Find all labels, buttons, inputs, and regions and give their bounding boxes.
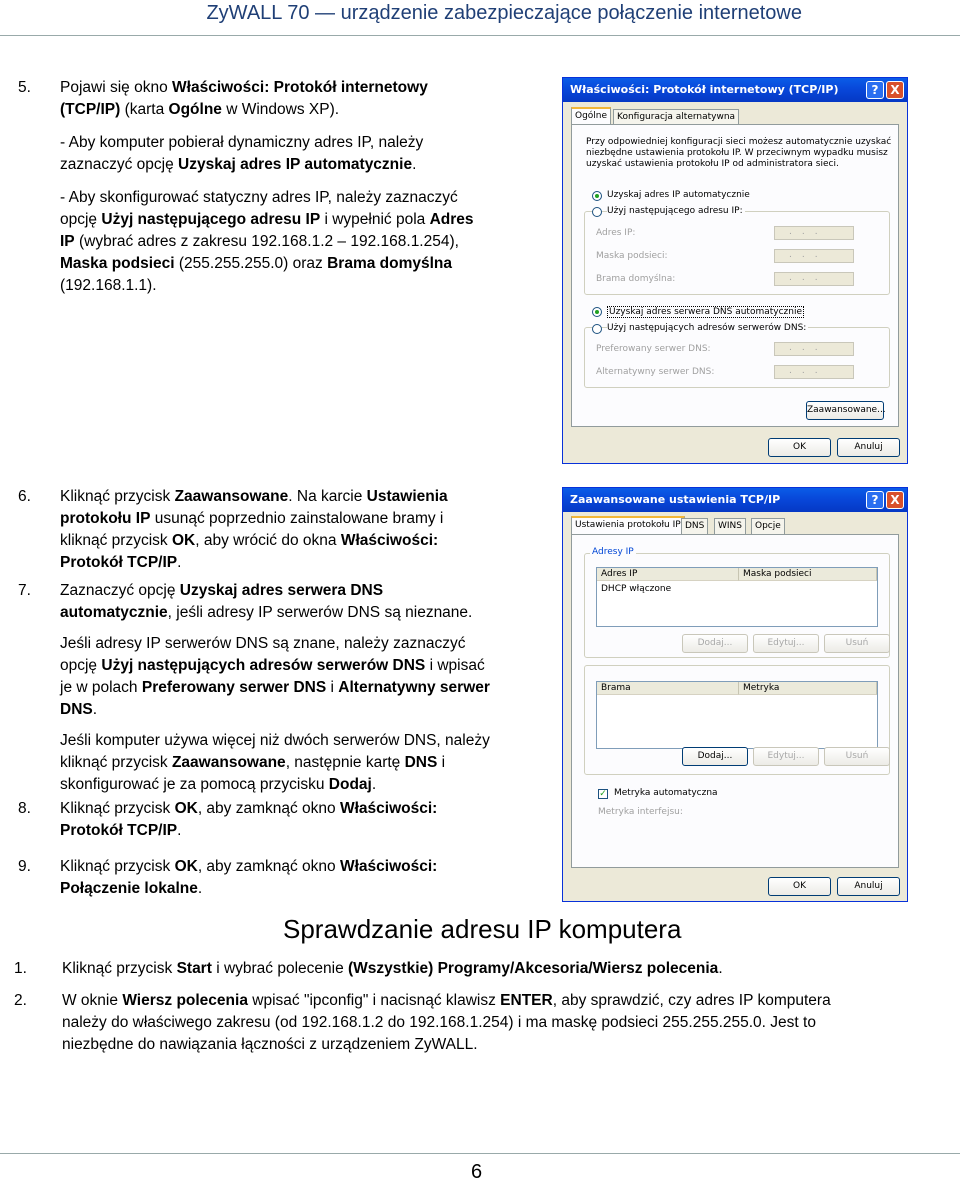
description-line-2: niezbędne ustawienia protokołu IP. W przeciwnym wypadku musisz xyxy=(586,148,888,158)
default-gateway-field[interactable]: ... xyxy=(774,272,854,286)
radio-auto-ip[interactable] xyxy=(592,191,602,201)
gateways-list[interactable] xyxy=(596,681,878,749)
radio-auto-ip-label[interactable]: Uzyskaj adres IP automatycznie xyxy=(607,190,750,200)
cancel-button[interactable]: Anuluj xyxy=(837,438,900,457)
column-subnet-mask[interactable]: Maska podsieci xyxy=(739,568,877,581)
dialog-title-bar xyxy=(563,488,907,512)
item-1-number: 1. xyxy=(14,960,27,977)
ip-addresses-group-label: Adresy IP xyxy=(592,547,634,557)
edit-ip-button[interactable]: Edytuj... xyxy=(753,634,819,653)
radio-manual-dns-label[interactable]: Użyj następujących adresów serwerów DNS: xyxy=(607,323,807,333)
advanced-tcpip-dialog xyxy=(562,487,908,902)
alternate-dns-field[interactable]: ... xyxy=(774,365,854,379)
step-7-text: Zaznaczyć opcję Uzyskaj adres serwera DNS automatycznie, jeśli adresy IP serwerów DNS są nieznane. Jeśli adresy IP serwerów DNS są znane, należy zaznaczyć opcję Użyj następujących adresów serwerów DNS i wpisać je w polach Preferowany serwer DNS i Alternatywny serwer DNS. Jeśli komputer używa więcej niż dwóch serwerów DNS, należy kliknąć przycisk Zaawansowane, następnie kartę DNS i skonfigurować je za pomocą przycisku Dodaj. xyxy=(60,582,490,793)
description-line-3: uzyskać ustawienia protokołu IP od administratora sieci. xyxy=(586,159,839,169)
add-gateway-button[interactable]: Dodaj... xyxy=(682,747,748,766)
remove-gateway-button[interactable]: Usuń xyxy=(824,747,890,766)
column-gateway[interactable]: Brama xyxy=(597,682,739,695)
subnet-mask-label: Maska podsieci: xyxy=(596,251,668,261)
tab-wins[interactable]: WINS xyxy=(714,518,746,534)
item-2-text: W oknie Wiersz polecenia wpisać "ipconfig" i nacisnąć klawisz ENTER, aby sprawdzić, czy adres IP komputera należy do właściwego zakresu (od 192.168.1.2 do 192.168.1.254) i ma maskę podsieci 255.255.255.0. Jest to niezbędne do nawiązania łączności z urządzeniem ZyWALL. xyxy=(62,992,831,1053)
close-button[interactable]: X xyxy=(886,81,904,99)
radio-manual-ip-label[interactable]: Użyj następującego adresu IP: xyxy=(607,206,743,216)
radio-auto-dns[interactable] xyxy=(592,307,602,317)
description-line-1: Przy odpowiedniej konfiguracji sieci możesz automatycznie uzyskać xyxy=(586,137,892,147)
tab-alternate-config[interactable]: Konfiguracja alternatywna xyxy=(613,109,739,125)
dialog-title: Zaawansowane ustawienia TCP/IP xyxy=(570,493,781,506)
step-5-text: Pojawi się okno Właściwości: Protokół internetowy (TCP/IP) (karta Ogólne w Windows XP). - Aby komputer pobierał dynamiczny adres IP, należy zaznaczyć opcję Uzyskaj adres IP automatycznie. - Aby skonfigurować statyczny adres IP, należy zaznaczyć opcję Użyj następującego adresu IP i wypełnić pola Adres IP (wybrać adres z zakresu 192.168.1.2 – 192.168.1.254), Maska podsieci (255.255.255.0) oraz Brama domyślna (192.168.1.1). xyxy=(60,79,474,294)
interface-metric-label: Metryka interfejsu: xyxy=(598,807,683,817)
alternate-dns-label: Alternatywny serwer DNS: xyxy=(596,367,715,377)
preferred-dns-label: Preferowany serwer DNS: xyxy=(596,344,711,354)
tcpip-properties-dialog xyxy=(562,77,908,464)
step-6-text: Kliknąć przycisk Zaawansowane. Na karcie Ustawienia protokołu IP usunąć poprzednio zainstalowane bramy i kliknąć przycisk OK, aby wrócić do okna Właściwości: Protokół TCP/IP. xyxy=(60,488,448,571)
remove-ip-button[interactable]: Usuń xyxy=(824,634,890,653)
ip-addresses-list[interactable] xyxy=(596,567,878,627)
tab-general[interactable]: Ogólne xyxy=(571,107,611,125)
ip-settings-panel xyxy=(571,534,899,868)
step-6-number: 6. xyxy=(18,488,31,505)
dialog-title: Właściwości: Protokół internetowy (TCP/IP) xyxy=(570,83,839,96)
item-2-number: 2. xyxy=(14,992,27,1009)
help-button[interactable]: ? xyxy=(866,491,884,509)
preferred-dns-field[interactable]: ... xyxy=(774,342,854,356)
list-item[interactable]: DHCP włączone xyxy=(601,584,672,594)
auto-metric-checkbox[interactable]: ✓ xyxy=(599,789,607,799)
subnet-mask-field[interactable]: ... xyxy=(774,249,854,263)
ok-button[interactable]: OK xyxy=(768,438,831,457)
column-ip-address[interactable]: Adres IP xyxy=(597,568,739,581)
step-9-text: Kliknąć przycisk OK, aby zamknąć okno Właściwości: Połączenie lokalne. xyxy=(60,858,438,897)
cancel-button[interactable]: Anuluj xyxy=(837,877,900,896)
radio-manual-dns[interactable] xyxy=(592,324,602,334)
ip-address-field[interactable]: ... xyxy=(774,226,854,240)
column-metric[interactable]: Metryka xyxy=(739,682,877,695)
advanced-button[interactable]: Zaawansowane... xyxy=(806,401,884,420)
add-ip-button[interactable]: Dodaj... xyxy=(682,634,748,653)
dialog-title-bar xyxy=(563,78,907,102)
section-heading: Sprawdzanie adresu IP komputera xyxy=(283,914,682,944)
step-7-number: 7. xyxy=(18,582,31,599)
header-rule xyxy=(0,35,960,36)
step-5-number: 5. xyxy=(18,79,31,96)
item-1-text: Kliknąć przycisk Start i wybrać polecenie (Wszystkie) Programy/Akcesoria/Wiersz polecenia. xyxy=(62,960,723,977)
running-header: ZyWALL 70 — urządzenie zabezpieczające połączenie internetowe xyxy=(206,2,802,24)
radio-auto-dns-label[interactable]: Uzyskaj adres serwera DNS automatycznie xyxy=(609,307,803,317)
footer-rule xyxy=(0,1153,960,1154)
ip-address-label: Adres IP: xyxy=(596,228,636,238)
tab-options[interactable]: Opcje xyxy=(751,518,785,534)
step-9-number: 9. xyxy=(18,858,31,875)
tab-ip-settings[interactable]: Ustawienia protokołu IP xyxy=(571,516,685,534)
ok-button[interactable]: OK xyxy=(768,877,831,896)
default-gateway-label: Brama domyślna: xyxy=(596,274,676,284)
tab-dns[interactable]: DNS xyxy=(681,518,708,534)
edit-gateway-button[interactable]: Edytuj... xyxy=(753,747,819,766)
page-number: 6 xyxy=(471,1161,483,1183)
step-8-text: Kliknąć przycisk OK, aby zamknąć okno Właściwości: Protokół TCP/IP. xyxy=(60,800,438,839)
step-8-number: 8. xyxy=(18,800,31,817)
help-button[interactable]: ? xyxy=(866,81,884,99)
auto-metric-label[interactable]: Metryka automatyczna xyxy=(614,788,718,798)
radio-manual-ip[interactable] xyxy=(592,207,602,217)
close-button[interactable]: X xyxy=(886,491,904,509)
general-tab-panel xyxy=(571,124,899,427)
